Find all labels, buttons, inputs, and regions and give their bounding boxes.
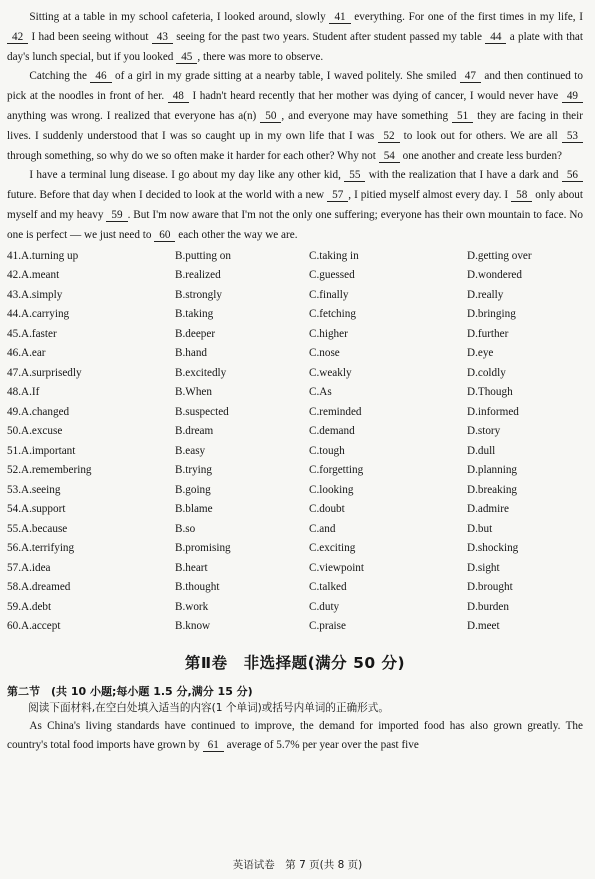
option-a: 41.A.turning up bbox=[7, 249, 79, 262]
passage-text: Sitting at a table in my school cafeteria, I looked around, slowly bbox=[29, 11, 330, 23]
passage-paragraph-2 bbox=[7, 67, 583, 166]
question-row bbox=[7, 247, 583, 267]
option-a: 60.A.accept bbox=[7, 620, 61, 633]
passage-text: future. Before that day when I decided to look at the world with a new bbox=[7, 189, 328, 202]
passage-text: , I pitied myself almost every day. I bbox=[348, 189, 512, 202]
question-row bbox=[7, 305, 583, 325]
passage2-paragraph bbox=[7, 717, 583, 757]
option-b: B.trying bbox=[175, 464, 212, 477]
option-d: D.brought bbox=[467, 581, 513, 594]
question-row bbox=[7, 266, 583, 286]
blank-42: 42 bbox=[7, 31, 28, 44]
page-footer: 英语试卷 第 7 页(共 8 页) bbox=[232, 859, 363, 871]
option-c: C.tough bbox=[309, 444, 345, 457]
option-d: D.getting over bbox=[467, 249, 532, 262]
option-a: 56.A.terrifying bbox=[7, 542, 75, 555]
option-b: B.blame bbox=[175, 503, 213, 516]
passage-text: , and everyone may have something bbox=[281, 109, 453, 122]
option-b: B.know bbox=[175, 620, 211, 633]
option-b: B.heart bbox=[175, 561, 208, 574]
passage-text: of a girl in my grade sitting at a nearby table, I waved politely. She smiled bbox=[111, 70, 460, 83]
option-a: 50.A.excuse bbox=[7, 425, 63, 438]
question-row bbox=[7, 520, 583, 540]
option-c: C.doubt bbox=[309, 503, 345, 516]
option-c: C.exciting bbox=[309, 542, 356, 555]
part-title: 第Ⅱ卷 非选择题(满分 50 分) bbox=[184, 653, 406, 672]
blank-51: 51 bbox=[452, 110, 473, 123]
blank-44: 44 bbox=[485, 31, 506, 44]
question-row bbox=[7, 500, 583, 520]
passage-text: As China's living standards have continued to improve, the demand for imported food has also grown greatly. The country's total food imports have grown by bbox=[7, 719, 583, 752]
option-b: B.suspected bbox=[175, 405, 229, 418]
blank-49: 49 bbox=[562, 90, 583, 103]
option-b: B.deeper bbox=[175, 327, 216, 340]
option-c: C.weakly bbox=[309, 366, 352, 379]
question-row bbox=[7, 578, 583, 598]
option-b: B.going bbox=[175, 483, 211, 496]
option-a: 47.A.surprisedly bbox=[7, 366, 82, 379]
option-a: 55.A.because bbox=[7, 522, 68, 535]
option-b: B.realized bbox=[175, 269, 221, 282]
question-row bbox=[7, 442, 583, 462]
option-b: B.thought bbox=[175, 581, 220, 594]
option-d: D.informed bbox=[467, 405, 519, 418]
option-a: 59.A.debt bbox=[7, 600, 52, 613]
passage-text: through something, so why do we so often make it harder for each other? Why not bbox=[7, 149, 379, 162]
option-d: D.dull bbox=[467, 444, 496, 457]
blank-53: 53 bbox=[562, 130, 583, 143]
option-d: D.meet bbox=[467, 620, 500, 633]
passage-text: and then continued to pick at the noodles in front of her. bbox=[7, 70, 584, 103]
option-a: 42.A.meant bbox=[7, 269, 60, 282]
blank-52: 52 bbox=[378, 130, 399, 143]
option-a: 43.A.simply bbox=[7, 288, 63, 301]
blank-47: 47 bbox=[460, 70, 481, 83]
option-a: 52.A.remembering bbox=[7, 464, 92, 477]
option-c: C.taking in bbox=[309, 249, 359, 262]
option-d: D.eye bbox=[467, 347, 494, 360]
option-b: B.excitedly bbox=[175, 366, 227, 379]
option-c: C.demand bbox=[309, 425, 355, 438]
option-c: C.fetching bbox=[309, 308, 356, 321]
option-a: 45.A.faster bbox=[7, 327, 57, 340]
option-c: C.As bbox=[309, 386, 332, 399]
question-row bbox=[7, 422, 583, 442]
question-row bbox=[7, 461, 583, 481]
blank-45: 45 bbox=[176, 51, 197, 64]
blank-41: 41 bbox=[329, 11, 350, 24]
question-row bbox=[7, 344, 583, 364]
passage-text: Catching the bbox=[29, 70, 91, 83]
passage-text: I have a terminal lung disease. I go about my day like any other kid, bbox=[29, 169, 345, 182]
option-d: D.shocking bbox=[467, 542, 519, 555]
option-a: 54.A.support bbox=[7, 503, 66, 516]
passage-text: each other the way we are. bbox=[175, 228, 298, 241]
blank-58: 58 bbox=[511, 189, 532, 202]
option-b: B.easy bbox=[175, 444, 206, 457]
blank-48: 48 bbox=[168, 90, 189, 103]
question-row bbox=[7, 481, 583, 501]
option-a: 53.A.seeing bbox=[7, 483, 61, 496]
option-c: C.praise bbox=[309, 620, 346, 633]
option-d: D.sight bbox=[467, 561, 500, 574]
option-d: D.but bbox=[467, 522, 493, 535]
option-b: B.taking bbox=[175, 308, 214, 321]
option-c: C.forgetting bbox=[309, 464, 364, 477]
option-a: 51.A.important bbox=[7, 444, 76, 457]
blank-59: 59 bbox=[106, 209, 127, 222]
option-a: 48.A.If bbox=[7, 386, 40, 399]
option-d: D.story bbox=[467, 425, 501, 438]
section-title: 第二节 (共 10 小题;每小题 1.5 分,满分 15 分) bbox=[7, 684, 253, 698]
blank-46: 46 bbox=[90, 70, 111, 83]
question-row bbox=[7, 598, 583, 618]
passage-text: only about myself and my heavy bbox=[7, 189, 584, 221]
option-a: 49.A.changed bbox=[7, 405, 70, 418]
question-row bbox=[7, 539, 583, 559]
option-d: D.really bbox=[467, 288, 504, 301]
question-row bbox=[7, 325, 583, 345]
option-d: D.burden bbox=[467, 600, 509, 613]
option-d: D.bringing bbox=[467, 308, 516, 321]
answer-options bbox=[7, 247, 583, 637]
passage-paragraph-3 bbox=[7, 166, 583, 245]
option-d: D.coldly bbox=[467, 366, 506, 379]
option-c: C.higher bbox=[309, 327, 348, 340]
option-d: D.Though bbox=[467, 386, 513, 399]
passage-text: anything was wrong. I realized that everyone has a(n) bbox=[7, 109, 261, 122]
blank-60: 60 bbox=[154, 229, 175, 242]
option-d: D.breaking bbox=[467, 483, 518, 496]
option-c: C.finally bbox=[309, 288, 349, 301]
question-row bbox=[7, 617, 583, 637]
blank-50: 50 bbox=[260, 110, 281, 123]
passage-text: with the realization that I have a dark and bbox=[365, 169, 562, 182]
option-c: C.nose bbox=[309, 347, 340, 360]
passage-text: they are facing in their lives. I suddenly understood that I was so caught up in my own life that I was bbox=[7, 109, 583, 142]
blank-54: 54 bbox=[379, 150, 400, 163]
passage-text: average of 5.7% per year over the past five bbox=[223, 739, 419, 752]
option-c: C.duty bbox=[309, 600, 340, 613]
section-instruction: 阅读下面材料,在空白处填入适当的内容(1 个单词)或括号内单词的正确形式。 bbox=[28, 701, 389, 714]
option-c: C.guessed bbox=[309, 269, 355, 282]
option-b: B.work bbox=[175, 600, 209, 613]
option-c: C.viewpoint bbox=[309, 561, 365, 574]
option-c: C.reminded bbox=[309, 405, 362, 418]
passage-text: I had been seeing without bbox=[28, 30, 152, 43]
blank-56: 56 bbox=[562, 169, 583, 182]
passage-text: everything. For one of the first times in my life, I bbox=[350, 11, 583, 23]
option-a: 57.A.idea bbox=[7, 561, 51, 574]
option-b: B.hand bbox=[175, 347, 208, 360]
blank-43: 43 bbox=[152, 31, 173, 44]
option-b: B.so bbox=[175, 522, 196, 535]
option-b: B.strongly bbox=[175, 288, 222, 301]
option-a: 58.A.dreamed bbox=[7, 581, 71, 594]
option-d: D.admire bbox=[467, 503, 509, 516]
passage-text: I hadn't heard recently that her mother was dying of cancer, I would never have bbox=[188, 90, 562, 103]
option-a: 44.A.carrying bbox=[7, 308, 70, 321]
option-b: B.dream bbox=[175, 425, 214, 438]
blank-61: 61 bbox=[203, 739, 224, 752]
passage-text: a plate with that day's lunch special, but if you looked bbox=[7, 30, 584, 63]
passage-text: , there was more to observe. bbox=[197, 50, 324, 63]
option-d: D.wondered bbox=[467, 269, 522, 282]
question-row bbox=[7, 559, 583, 579]
option-c: C.looking bbox=[309, 483, 354, 496]
option-d: D.further bbox=[467, 327, 509, 340]
option-c: C.and bbox=[309, 522, 336, 535]
question-row bbox=[7, 403, 583, 423]
question-row bbox=[7, 364, 583, 384]
option-b: B.When bbox=[175, 386, 212, 399]
blank-55: 55 bbox=[344, 169, 365, 182]
question-row bbox=[7, 383, 583, 403]
passage-text: to look out for others. We are all bbox=[399, 129, 562, 142]
option-a: 46.A.ear bbox=[7, 347, 46, 360]
option-d: D.planning bbox=[467, 464, 518, 477]
option-b: B.promising bbox=[175, 542, 231, 555]
option-c: C.talked bbox=[309, 581, 347, 594]
passage-paragraph-1 bbox=[7, 8, 583, 67]
passage-text: . But I'm now aware that I'm not the only one suffering; everyone has their own mountain to face. No one is perfect — we just need to bbox=[7, 208, 583, 241]
question-row bbox=[7, 286, 583, 306]
passage-text: seeing for the past two years. Student after student passed my table bbox=[172, 30, 486, 43]
option-b: B.putting on bbox=[175, 249, 231, 262]
blank-57: 57 bbox=[327, 189, 348, 202]
passage-text: one another and create less burden? bbox=[399, 149, 563, 162]
